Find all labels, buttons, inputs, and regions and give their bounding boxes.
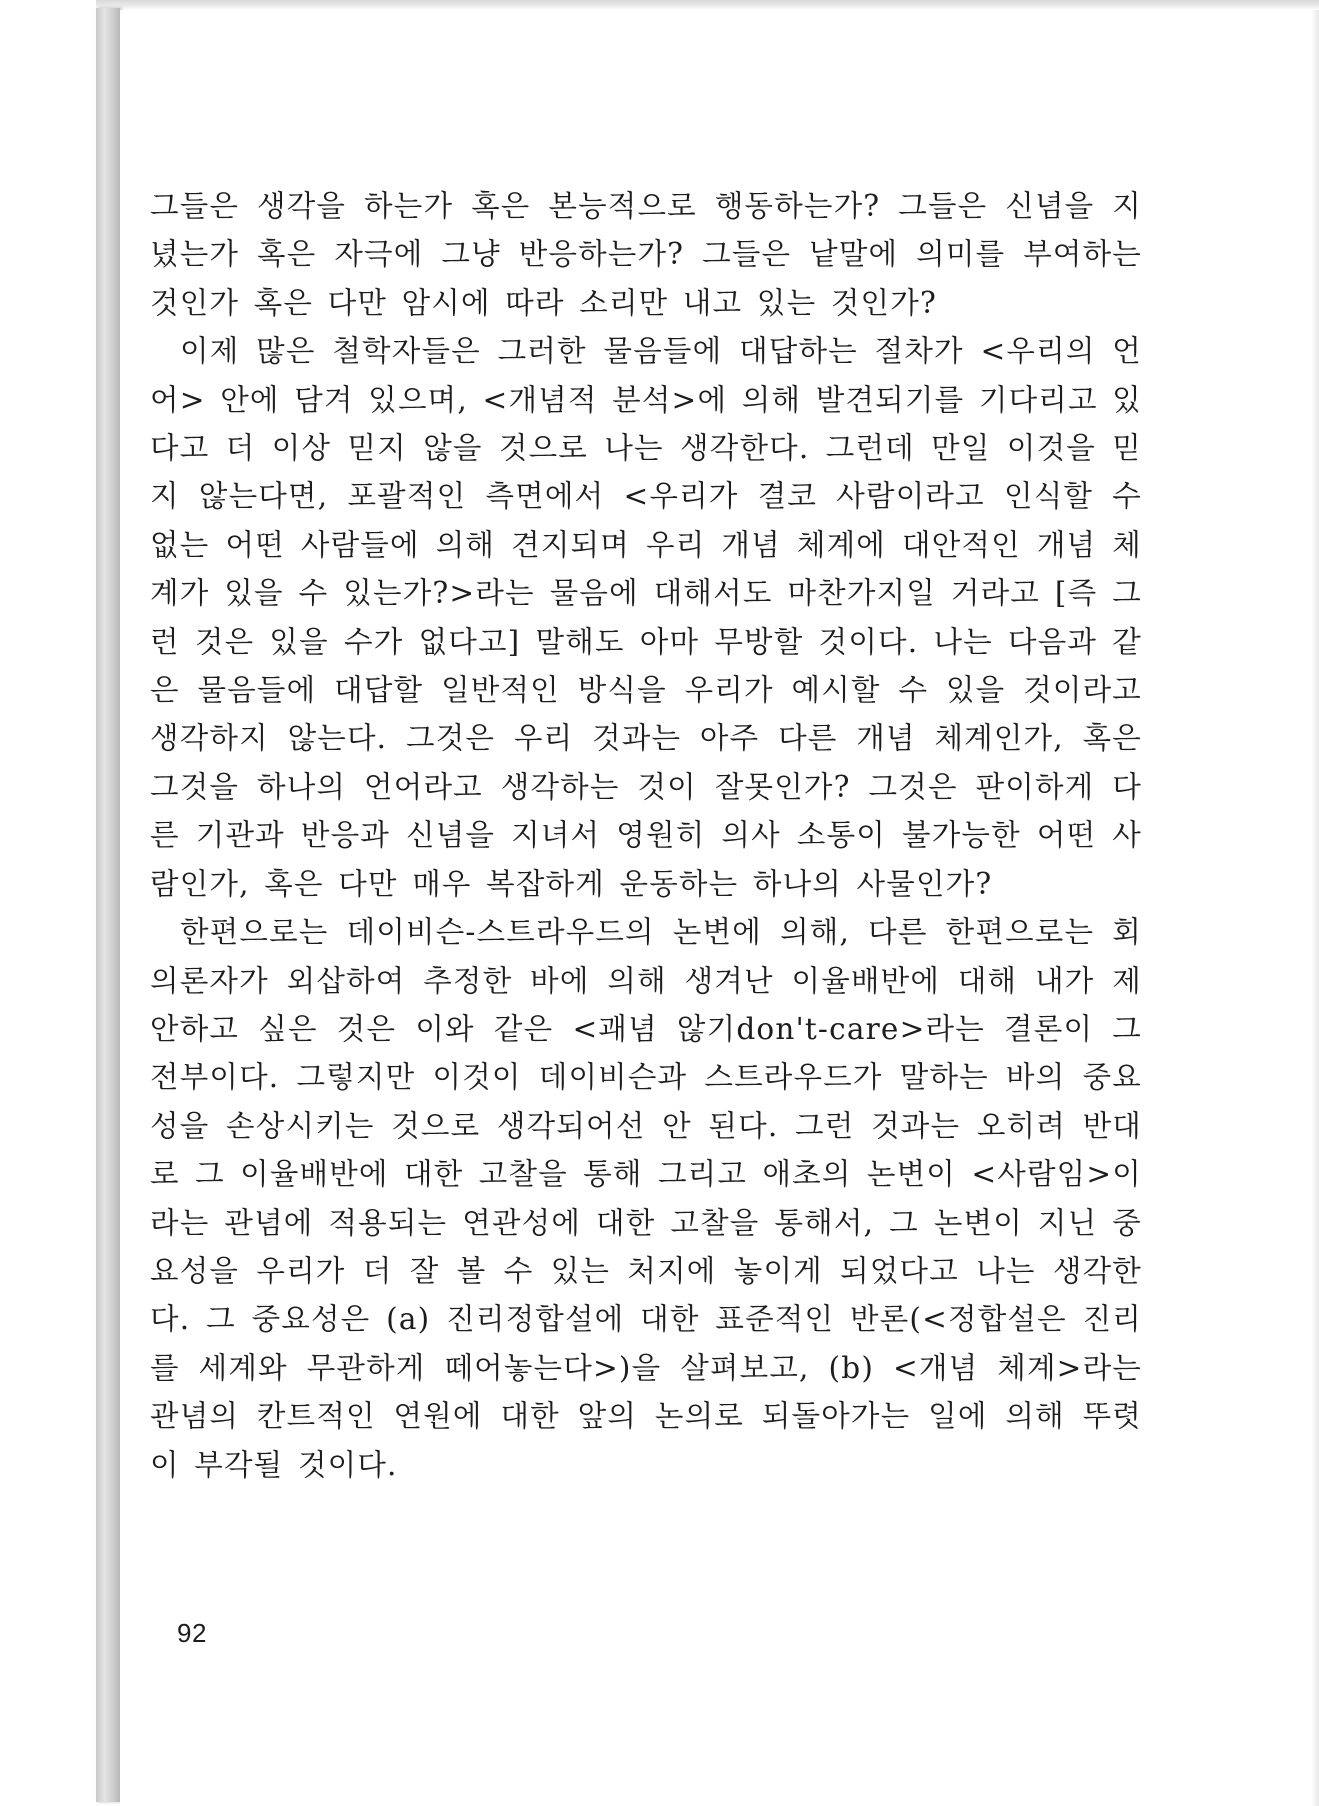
book-top-edge [96,0,1319,10]
page-number: 92 [177,1618,207,1648]
book-spine-edge [96,8,120,1802]
page-right-shadow [1311,10,1319,1806]
paragraph-1: 그들은 생각을 하는가 혹은 본능적으로 행동하는가? 그들은 신념을 지녔는가 혹은 자극에 그냥 반응하는가? 그들은 낱말에 의미를 부여하는 것인가 혹은 다만 암시에 따라 소리만 내고 있는 것인가? [150,189,1142,320]
body-text [150,182,1142,1489]
paragraph-2: 이제 많은 철학자들은 그러한 물음들에 대답하는 절차가 <우리의 언어> 안에 담겨 있으며, <개념적 분석>에 의해 발견되기를 기다리고 있다고 더 이상 믿지 않을 것으로 나는 생각한다. 그런데 만일 이것을 믿지 않는다면, 포괄적인 측면에서 <우리가 결코 사람이라고 인식할 수 없는 어떤 사람들에 의해 견지되며 우리 개념 체계에 대안적인 개념 체계가 있을 수 있는가?>라는 물음에 대해서도 마찬가지일 거라고 [즉 그런 것은 있을 수가 없다고] 말해도 아마 무방할 것이다. 나는 다음과 같은 물음들에 대답할 일반적인 방식을 우리가 예시할 수 있을 것이라고 생각하지 않는다. 그것은 우리 것과는 아주 다른 개념 체계인가, 혹은 그것을 하나의 언어라고 생각하는 것이 잘못인가? 그것은 판이하게 다른 기관과 반응과 신념을 지녀서 영원히 의사 소통이 불가능한 어떤 사람인가, 혹은 다만 매우 복잡하게 운동하는 하나의 사물인가? [150,334,1142,901]
paragraph-3: 한편으로는 데이비슨-스트라우드의 논변에 의해, 다른 한편으로는 회의론자가 외삽하여 추정한 바에 의해 생겨난 이율배반에 대해 내가 제안하고 싶은 것은 이와 같은 <괘념 않기don't-care>라는 결론이 그 전부이다. 그렇지만 이것이 데이비슨과 스트라우드가 말하는 바의 중요성을 손상시키는 것으로 생각되어선 안 된다. 그런 것과는 오히려 반대로 그 이율배반에 대한 고찰을 통해 그리고 애초의 논변이 <사람임>이라는 관념에 적용되는 연관성에 대한 고찰을 통해서, 그 논변이 지닌 중요성을 우리가 더 잘 볼 수 있는 처지에 놓이게 되었다고 나는 생각한다. 그 중요성은 (a) 진리정합설에 대한 표준적인 반론(<정합설은 진리를 세계와 무관하게 떼어놓는다>)을 살펴보고, (b) <개념 체계>라는 관념의 칸트적인 연원에 대한 앞의 논의로 되돌아가는 일에 의해 뚜렷이 부각될 것이다. [150,915,1142,1482]
